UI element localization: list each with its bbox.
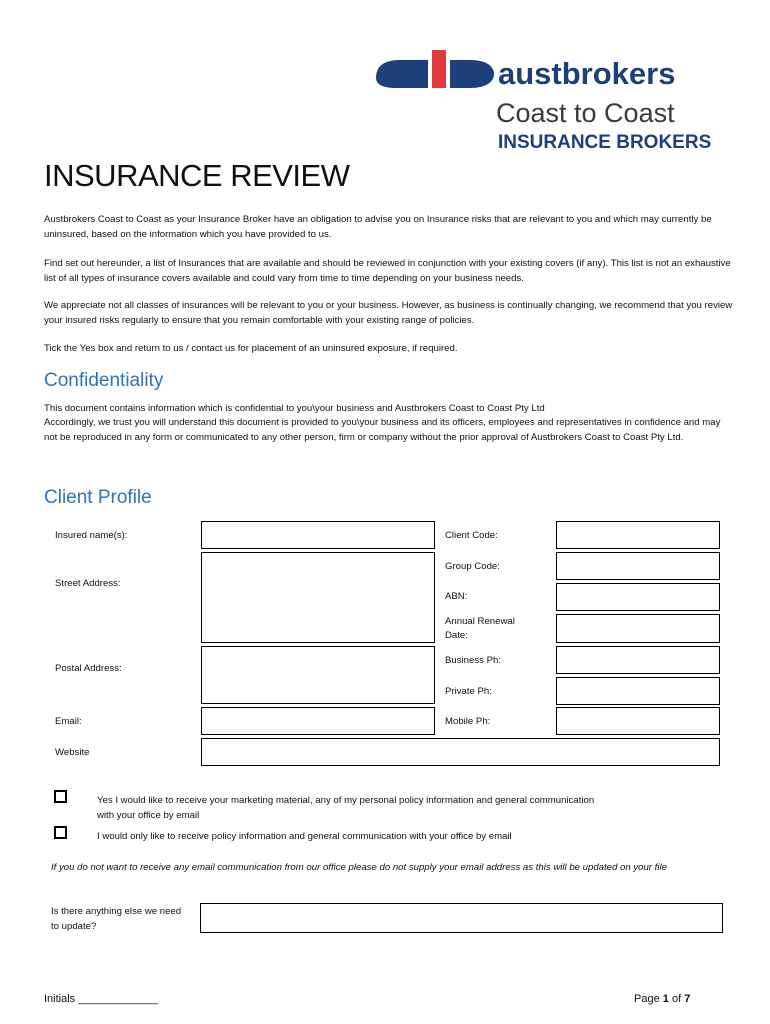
group-code-input[interactable] xyxy=(556,552,720,580)
update-label-1: Is there anything else we need xyxy=(51,906,182,917)
mobile-ph-label: Mobile Ph: xyxy=(445,716,491,727)
annual-renewal-label-1: Annual Renewal xyxy=(445,616,515,627)
private-ph-label: Private Ph: xyxy=(445,686,492,697)
page-indicator xyxy=(634,992,690,1006)
business-ph-label: Business Ph: xyxy=(445,655,501,666)
business-ph-input[interactable] xyxy=(556,646,720,674)
annual-renewal-label-2: Date: xyxy=(445,630,468,641)
group-code-label: Group Code: xyxy=(445,561,500,572)
logo-mark-right xyxy=(450,60,494,88)
postal-address-label: Postal Address: xyxy=(55,663,122,674)
confidentiality-heading: Confidentiality xyxy=(44,370,164,391)
email-note: If you do not want to receive any email communication from our office please do not supply your email address as this will be updated on your file xyxy=(51,862,667,873)
page-prefix: Page xyxy=(634,993,660,1005)
brand-line2: Coast to Coast xyxy=(496,98,675,128)
page-total: 7 xyxy=(684,993,691,1005)
email-label: Email: xyxy=(55,716,82,727)
intro-paragraph-1: Austbrokers Coast to Coast as your Insurance Broker have an obligation to advise you on Insurance risks that are relevant to you and which may currently be uninsured, based on the information which you have provided to us. xyxy=(44,214,712,240)
insured-names-label: Insured name(s): xyxy=(55,530,128,541)
insured-names-input[interactable] xyxy=(201,521,435,549)
email-input[interactable] xyxy=(201,707,435,735)
update-label-2: to update? xyxy=(51,921,97,932)
postal-address-input[interactable] xyxy=(201,646,435,704)
mobile-ph-input[interactable] xyxy=(556,707,720,735)
marketing-consent-checkbox[interactable] xyxy=(54,790,67,803)
client-code-input[interactable] xyxy=(556,521,720,549)
website-input[interactable] xyxy=(201,738,720,766)
marketing-consent-label-1: Yes I would like to receive your marketing material, any of my personal policy information and general communication xyxy=(97,795,595,806)
update-input[interactable] xyxy=(200,903,723,933)
street-address-input[interactable] xyxy=(201,552,435,643)
policy-only-checkbox[interactable] xyxy=(54,826,67,839)
intro-paragraph-3: We appreciate not all classes of insurances will be relevant to you or your business. However, as business is continually changing, we recommend that you review your insured risks regularly to ensure that you remain comfortable with your existing range of policies. xyxy=(44,300,733,326)
page-of: of xyxy=(671,993,682,1005)
page-title: INSURANCE REVIEW xyxy=(44,158,350,193)
client-profile-heading: Client Profile xyxy=(44,487,152,508)
brand-name: austbrokers xyxy=(498,56,676,91)
logo-mark-red xyxy=(432,50,446,88)
logo-mark-left xyxy=(376,60,428,88)
brand-line3: INSURANCE BROKERS xyxy=(498,132,712,152)
page-current: 1 xyxy=(662,993,669,1005)
initials-field: Initials _____________ xyxy=(44,993,158,1005)
intro-paragraph-2: Find set out hereunder, a list of Insurances that are available and should be reviewed in conjunction with your existing covers (if any). This list is not an exhaustive list of all types of insurance covers available and could vary from time to time depending on your business needs. xyxy=(44,258,731,284)
client-code-label: Client Code: xyxy=(445,530,498,541)
website-label: Website xyxy=(55,747,90,758)
private-ph-input[interactable] xyxy=(556,677,720,705)
confidentiality-line-1: This document contains information which is confidential to you\your business and Austbrokers Coast to Coast Pty Ltd xyxy=(44,403,545,414)
policy-only-label: I would only like to receive policy information and general communication with your office by email xyxy=(97,831,512,842)
intro-paragraph-4: Tick the Yes box and return to us / contact us for placement of an uninsured exposure, if required. xyxy=(44,343,458,354)
annual-renewal-input[interactable] xyxy=(556,614,720,643)
abn-label: ABN: xyxy=(445,591,468,602)
street-address-label: Street Address: xyxy=(55,578,121,589)
abn-input[interactable] xyxy=(556,583,720,611)
austbrokers-logo xyxy=(370,48,720,152)
confidentiality-line-2: Accordingly, we trust you will understand this document is provided to you\your business and its officers, employees and representatives in confidence and may not be reproduced in any form or communicated to any other person, firm or company without the prior approval of Austbrokers Coast to Coast Pty Ltd. xyxy=(44,417,721,443)
marketing-consent-label-2: with your office by email xyxy=(97,810,200,821)
